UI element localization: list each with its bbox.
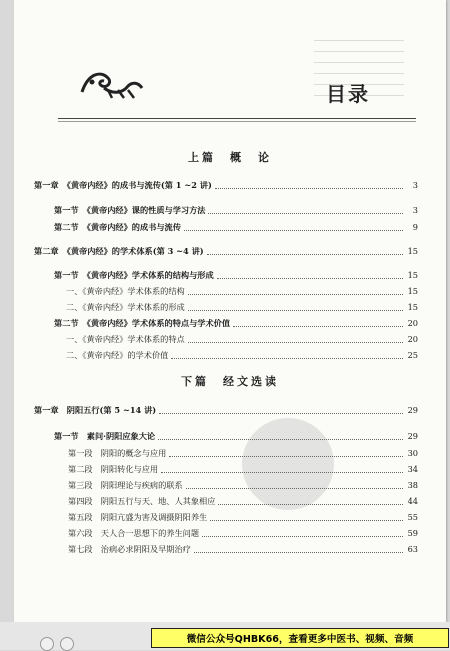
leader-dots [171, 352, 403, 359]
toc-label: 第一段 阴阳的概念与应用 [68, 448, 167, 458]
toc-page: 15 [407, 302, 418, 312]
leader-dots [158, 433, 403, 440]
toc-label: 第七段 治病必求阴阳及早期治疗 [68, 544, 191, 554]
toc-page: 29 [407, 431, 418, 441]
toc-page: 30 [407, 448, 418, 458]
leader-dots [208, 207, 403, 214]
toc-page: 3 [412, 205, 418, 215]
toc-section[interactable] [54, 318, 418, 329]
toc-paragraph[interactable] [68, 464, 418, 475]
part-title: 下篇 经文选读 [181, 375, 279, 388]
toc-label: 第三段 阴阳理论与疾病的联系 [68, 480, 183, 490]
toc-label: 第五段 阴阳亢盛为害及调摄阴阳养生 [68, 512, 208, 522]
leader-dots [159, 407, 403, 414]
toc-paragraph[interactable] [68, 448, 418, 459]
page-title: 目录 [326, 82, 370, 106]
toc-subsection[interactable] [66, 286, 418, 297]
toc-label: 一、《黄帝内经》学术体系的结构 [66, 286, 185, 296]
toc-page: 3 [412, 180, 418, 190]
toc-page: 34 [407, 464, 418, 474]
toc-page: 38 [407, 480, 418, 490]
toc-section[interactable] [54, 431, 418, 442]
toc-subsection[interactable] [66, 350, 418, 361]
leader-dots [161, 466, 403, 473]
toc-page: 63 [407, 544, 418, 554]
leader-dots [188, 288, 403, 295]
toc-subsection[interactable] [66, 334, 418, 345]
toc-label: 第二节 《黄帝内经》学术体系的特点与学术价值 [54, 318, 231, 328]
toc-page: 55 [407, 512, 418, 522]
leader-dots [169, 450, 403, 457]
book-page [14, 0, 446, 622]
toc-page: 20 [407, 334, 418, 344]
toc-page: 25 [407, 350, 418, 360]
footer-banner: 微信公众号QHBK66，查看更多中医书、视频、音频 [151, 628, 449, 648]
leader-dots [202, 530, 403, 537]
leader-dots [194, 546, 403, 553]
toc-label: 第一节 《黄帝内经》学术体系的结构与形成 [54, 270, 214, 280]
toc-label: 第一章 《黄帝内经》的成书与流传(第 1 ~2 讲) [34, 180, 212, 190]
toc-chapter[interactable] [34, 246, 418, 257]
toc-section[interactable] [54, 205, 418, 216]
toc-chapter[interactable] [34, 405, 418, 416]
toc-section[interactable] [54, 270, 418, 281]
leader-dots [215, 182, 403, 189]
leader-dots [217, 272, 403, 279]
toc-paragraph[interactable] [68, 544, 418, 555]
toc-label: 第六段 天人合一思想下的养生问题 [68, 528, 200, 538]
toc-label: 第二段 阴阳转化与应用 [68, 464, 159, 474]
leader-dots [188, 336, 403, 343]
toc-label: 第一节 素问·阴阳应象大论 [54, 431, 156, 441]
dragon-ornament-icon [78, 64, 148, 104]
page-nav-next-icon[interactable] [60, 637, 74, 651]
toc-label: 第一章 阴阳五行(第 5 ~14 讲) [34, 405, 157, 415]
toc-subsection[interactable] [66, 302, 418, 313]
toc-page: 59 [407, 528, 418, 538]
leader-dots [186, 482, 403, 489]
toc-label: 第二章 《黄帝内经》的学术体系(第 3 ~4 讲) [34, 246, 204, 256]
toc-page: 9 [412, 222, 418, 232]
page-nav-prev-icon[interactable] [40, 637, 54, 651]
toc-paragraph[interactable] [68, 528, 418, 539]
toc-page: 29 [407, 405, 418, 415]
leader-dots [233, 320, 403, 327]
leader-dots [184, 224, 403, 231]
toc-chapter[interactable] [34, 180, 418, 191]
toc-header [14, 58, 446, 120]
toc-label: 第四段 阴阳五行与天、地、人其象相应 [68, 496, 216, 506]
toc-paragraph[interactable] [68, 496, 418, 507]
toc-page: 20 [407, 318, 418, 328]
toc-page: 15 [407, 270, 418, 280]
header-rule-thin [58, 121, 416, 122]
leader-dots [210, 514, 403, 521]
toc-label: 一、《黄帝内经》学术体系的特点 [66, 334, 185, 344]
leader-dots [218, 498, 403, 505]
leader-dots [207, 248, 403, 255]
part-title: 上篇 概 论 [188, 151, 272, 164]
toc-page: 44 [407, 496, 418, 506]
header-rule [58, 118, 416, 119]
toc-label: 二、《黄帝内经》的学术价值 [66, 350, 169, 360]
toc-paragraph[interactable] [68, 512, 418, 523]
toc-page: 15 [407, 286, 418, 296]
toc-label: 第一节 《黄帝内经》课的性质与学习方法 [54, 205, 206, 215]
leader-dots [188, 304, 403, 311]
toc-paragraph[interactable] [68, 480, 418, 491]
toc-label: 二、《黄帝内经》学术体系的形成 [66, 302, 185, 312]
toc-page: 15 [407, 246, 418, 256]
toc-label: 第二节 《黄帝内经》的成书与流传 [54, 222, 181, 232]
toc-section[interactable] [54, 222, 418, 233]
